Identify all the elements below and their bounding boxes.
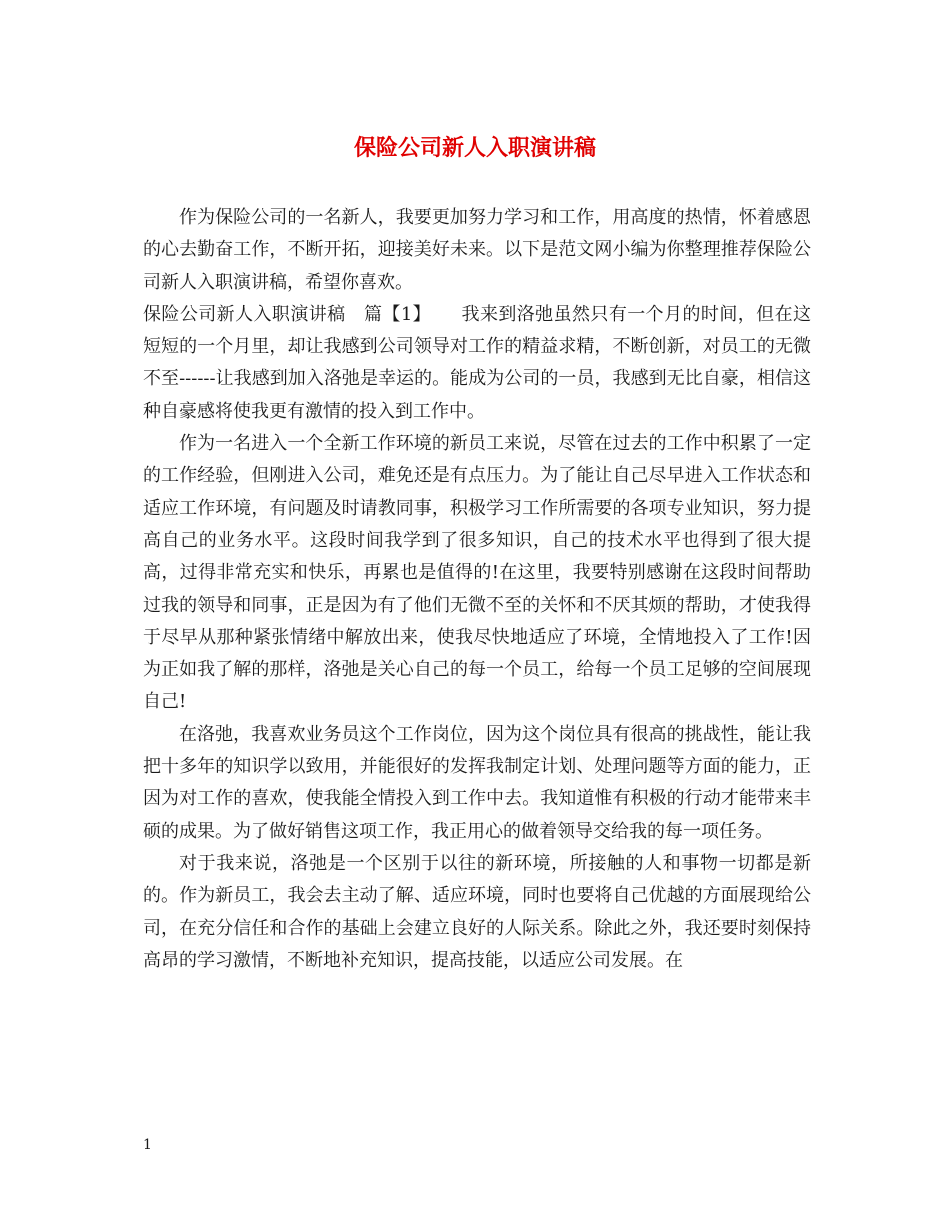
document-body	[143, 202, 811, 977]
document-title: 保险公司新人入职演讲稿	[353, 135, 596, 161]
section-1-text: 我来到洛弛虽然只有一个月的时间，但在这短短的一个月里，却让我感到公司领导对工作的精益求精，不断创新，对员工的无微不至------让我感到加入洛弛是幸运的。能成为公司的一员，我感到无比自豪，相信这种自豪感将使我更有激情的投入到工作中。	[143, 303, 812, 422]
section-1-paragraph	[143, 299, 811, 428]
intro-paragraph: 作为保险公司的一名新人，我要更加努力学习和工作，用高度的热情，怀着感恩的心去勤奋工作，不断开拓，迎接美好未来。以下是范文网小编为你整理推荐保险公司新人入职演讲稿，希望你喜欢。	[143, 207, 811, 293]
paragraph-2: 作为一名进入一个全新工作环境的新员工来说，尽管在过去的工作中积累了一定的工作经验，但刚进入公司，难免还是有点压力。为了能让自己尽早进入工作状态和适应工作环境，有问题及时请教同事，积极学习工作所需要的各项专业知识，努力提高自己的业务水平。这段时间我学到了很多知识，自己的技术水平也得到了很大提高，过得非常充实和快乐，再累也是值得的!在这里，我要特别感谢在这段时间帮助过我的领导和同事，正是因为有了他们无微不至的关怀和不厌其烦的帮助，才使我得于尽早从那种紧张情绪中解放出来，使我尽快地适应了环境，全情地投入了工作!因为正如我了解的那样，洛弛是关心自己的每一个员工，给每一个员工足够的空间展现自己!	[143, 433, 811, 713]
paragraph-4: 对于我来说，洛弛是一个区别于以往的新环境，所接触的人和事物一切都是新的。作为新员工，我会去主动了解、适应环境，同时也要将自己优越的方面展现给公司，在充分信任和合作的基础上会建立良好的人际关系。除此之外，我还要时刻保持高昂的学习激情，不断地补充知识，提高技能，以适应公司发展。在	[143, 852, 811, 971]
section-heading: 保险公司新人入职演讲稿 篇【1】	[143, 303, 432, 325]
paragraph-3: 在洛弛，我喜欢业务员这个工作岗位，因为这个岗位具有很高的挑战性，能让我把十多年的知识学以致用，并能很好的发挥我制定计划、处理问题等方面的能力，正因为对工作的喜欢，使我能全情投入到工作中去。我知道惟有积极的行动才能带来丰硕的成果。为了做好销售这项工作，我正用心的做着领导交给我的每一项任务。	[143, 723, 811, 842]
page-number: 1	[143, 1137, 152, 1153]
